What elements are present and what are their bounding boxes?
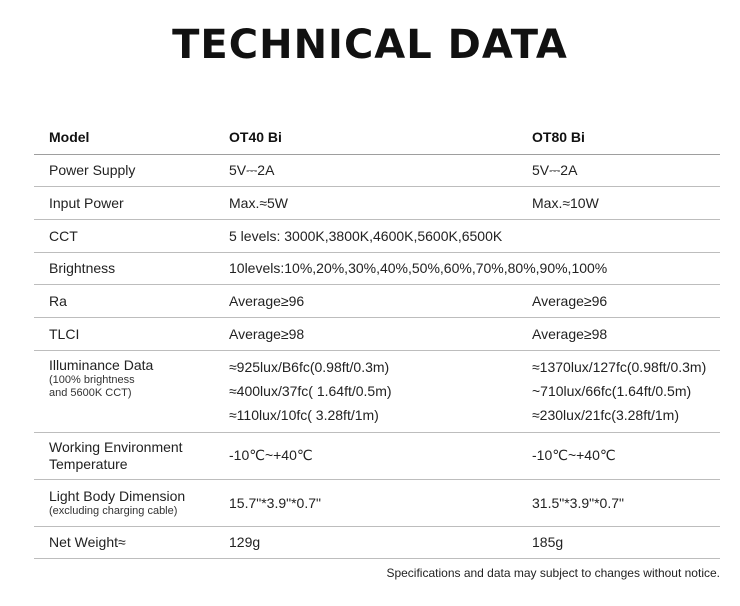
cell-ot40: Max.≈5W	[214, 187, 512, 220]
cell-ot40: 15.7"*3.9"*0.7"	[214, 479, 512, 526]
illuminance-value: ≈400lux/37fc( 1.64ft/0.5m)	[229, 383, 392, 400]
row-label: Illuminance Data	[49, 356, 154, 373]
row-label: Light Body Dimension	[49, 487, 186, 504]
row-sublabel: (100% brightness	[49, 373, 135, 386]
row-label: Ra	[34, 285, 214, 318]
cell-ot80: Average≥98	[512, 317, 720, 350]
row-label-cell	[34, 479, 214, 526]
header-ot40: OT40 Bi	[214, 120, 512, 154]
illuminance-value: ≈1370lux/127fc(0.98ft/0.3m)	[532, 359, 707, 376]
row-sublabel: (excluding charging cable)	[49, 504, 178, 517]
table-row	[34, 526, 720, 559]
cell-ot80: Max.≈10W	[512, 187, 720, 220]
cell-shared: 5 levels: 3000K,3800K,4600K,5600K,6500K	[214, 219, 720, 252]
row-label-cell	[34, 432, 214, 479]
header-ot80: OT80 Bi	[512, 120, 720, 154]
cell-ot40	[214, 350, 512, 432]
illuminance-value: ≈110lux/10fc( 3.28ft/1m)	[229, 407, 379, 424]
table-header-row	[34, 120, 720, 154]
illuminance-value: ≈925lux/B6fc(0.98ft/0.3m)	[229, 359, 390, 376]
row-label: Temperature	[49, 455, 128, 472]
footnote: Specifications and data may subject to changes without notice.	[386, 566, 720, 580]
table-row	[34, 285, 720, 318]
cell-ot40: -10℃~+40℃	[214, 432, 512, 479]
row-label: CCT	[34, 219, 214, 252]
header-model: Model	[34, 120, 214, 154]
table-row	[34, 350, 720, 432]
table-row	[34, 317, 720, 350]
illuminance-value: ≈230lux/21fc(3.28ft/1m)	[532, 407, 679, 424]
table-row	[34, 432, 720, 479]
row-label: Input Power	[34, 187, 214, 220]
cell-ot40: Average≥98	[214, 317, 512, 350]
cell-ot80: 185g	[512, 526, 720, 559]
table-row	[34, 154, 720, 187]
row-label: Brightness	[34, 252, 214, 285]
cell-ot80	[512, 350, 720, 432]
spec-table	[34, 120, 720, 559]
row-label-cell	[34, 350, 214, 432]
cell-shared: 10levels:10%,20%,30%,40%,50%,60%,70%,80%,90%,100%	[214, 252, 720, 285]
page-title: TECHNICAL DATA	[172, 22, 568, 68]
table-row	[34, 219, 720, 252]
row-label: Working Environment	[49, 438, 183, 455]
row-label: Power Supply	[34, 154, 214, 187]
row-label: Net Weight≈	[34, 526, 214, 559]
table-row	[34, 252, 720, 285]
cell-ot80: Average≥96	[512, 285, 720, 318]
cell-ot40: 5V⎓2A	[214, 154, 512, 187]
row-label: TLCI	[34, 317, 214, 350]
table-row	[34, 187, 720, 220]
illuminance-value: ~710lux/66fc(1.64ft/0.5m)	[532, 383, 692, 400]
cell-ot40: Average≥96	[214, 285, 512, 318]
cell-ot80: 31.5"*3.9"*0.7"	[512, 479, 720, 526]
cell-ot40: 129g	[214, 526, 512, 559]
cell-ot80: 5V⎓2A	[512, 154, 720, 187]
row-sublabel: and 5600K CCT)	[49, 386, 132, 399]
cell-ot80: -10℃~+40℃	[512, 432, 720, 479]
table-row	[34, 479, 720, 526]
